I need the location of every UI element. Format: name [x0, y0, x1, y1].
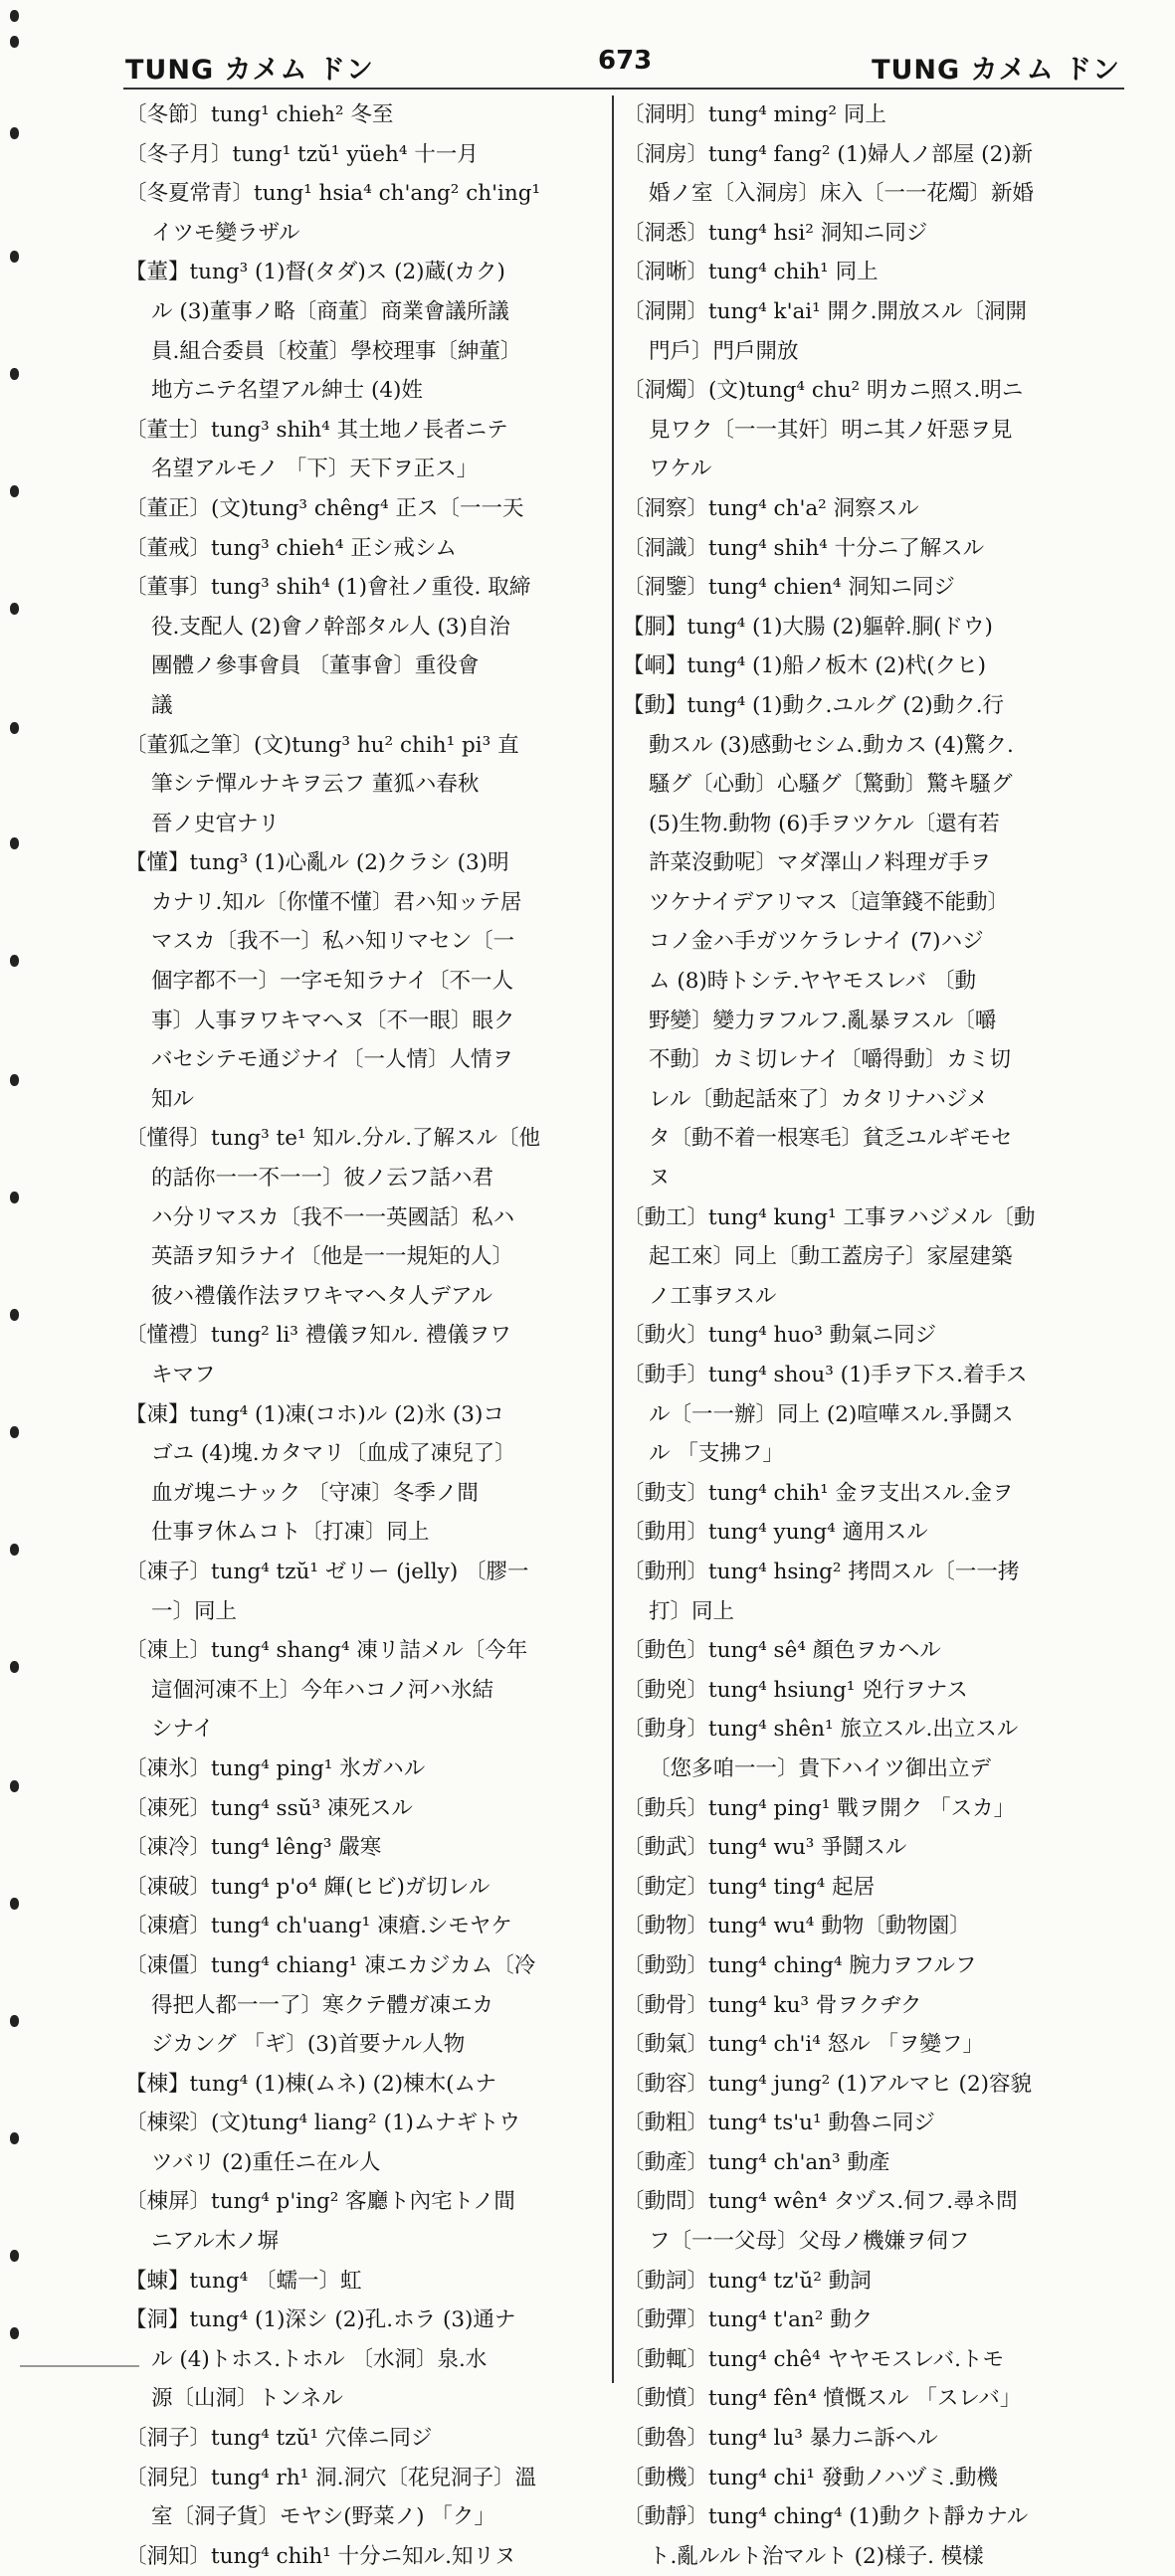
- entry-line: 【董】tung³ (1)督(タダ)ス (2)蔵(カク): [125, 260, 505, 285]
- entry-line: 〔冬子月〕tung¹ tzŭ¹ yüeh⁴ 十一月: [125, 141, 479, 167]
- dictionary-compound-entry: [623, 489, 1118, 529]
- entry-line: 〔動工〕tung⁴ kung¹ 工事ヲハジメル〔動: [623, 1204, 1036, 1230]
- dictionary-headword-entry: [125, 253, 611, 410]
- dictionary-compound-entry: [125, 2182, 611, 2261]
- dictionary-compound-entry: [623, 292, 1118, 371]
- dictionary-compound-entry: [623, 1631, 1118, 1671]
- dictionary-compound-entry: [125, 2537, 611, 2576]
- right-column: [623, 95, 1118, 2576]
- dictionary-compound-entry: [623, 2300, 1118, 2340]
- dictionary-headword-entry: [125, 843, 611, 1119]
- dictionary-compound-entry: [623, 2143, 1118, 2183]
- entry-line: 〔動身〕tung⁴ shên¹ 旅立スル.出立スル: [623, 1717, 1019, 1743]
- dictionary-compound-entry: [125, 411, 611, 489]
- entry-line: ル〔一一辦〕同上 (2)喧嘩スル.爭鬪ス: [649, 1401, 1014, 1427]
- entry-line: 【棟】tung⁴ (1)棟(ムネ) (2)棟木(ムナ: [125, 2071, 497, 2097]
- entry-line: 〔冬夏常青〕tung¹ hsia⁴ ch'ang² ch'ing¹: [125, 181, 541, 207]
- entry-line: 〔動色〕tung⁴ sê⁴ 顏色ヲカヘル: [623, 1638, 941, 1664]
- entry-line: 〔動勁〕tung⁴ ching⁴ 腕力ヲフルフ: [623, 1952, 977, 1978]
- binding-dot: [10, 1074, 19, 1086]
- entry-line: 〔動火〕tung⁴ huo³ 動氣ニ同ジ: [623, 1323, 937, 1349]
- dictionary-headword-entry: [623, 608, 1118, 647]
- dictionary-headword-entry: [125, 2065, 611, 2105]
- binding-dot: [10, 1544, 19, 1556]
- entry-line: コノ金ハ手ガツケラレナイ (7)ハジ: [649, 929, 984, 955]
- binding-dot: [10, 10, 19, 22]
- entry-line: 【胴】tung⁴ (1)大腸 (2)軀幹.胴(ドウ): [623, 614, 993, 640]
- entry-line: ゴユ (4)塊.カタマリ〔血成了凍兒了〕: [151, 1441, 516, 1467]
- binding-dot: [10, 1192, 19, 1203]
- entry-line: 〔動問〕tung⁴ wên⁴ タヅス.伺フ.尋ネ問: [623, 2189, 1018, 2215]
- binding-dot: [10, 1661, 19, 1673]
- entry-line: 名望アルモノ 「下〕天下ヲ正ス」: [151, 457, 479, 482]
- dictionary-compound-entry: [623, 2340, 1118, 2380]
- entry-line: 〔動支〕tung⁴ chih¹ 金ヲ支出スル.金ヲ: [623, 1480, 1014, 1506]
- dictionary-compound-entry: [125, 2459, 611, 2537]
- binding-dot: [10, 837, 19, 849]
- entry-line: 打〕同上: [649, 1598, 735, 1624]
- entry-line: 〔動機〕tung⁴ chi¹ 發動ノハヅミ.動機: [623, 2465, 998, 2490]
- dictionary-compound-entry: [623, 2065, 1118, 2105]
- dictionary-compound-entry: [623, 1513, 1118, 1553]
- dictionary-compound-entry: [623, 1671, 1118, 1711]
- binding-dot: [10, 251, 19, 263]
- binding-dot: [10, 1898, 19, 1910]
- dictionary-compound-entry: [623, 2104, 1118, 2143]
- dictionary-compound-entry: [125, 135, 611, 175]
- entry-line: 〔動憤〕tung⁴ fên⁴ 憤慨スル 「スレバ」: [623, 2386, 1022, 2412]
- entry-line: 役.支配人 (2)會ノ幹部タル人 (3)自治: [151, 614, 510, 640]
- dictionary-compound-entry: [125, 1749, 611, 1789]
- binding-dot: [10, 368, 19, 380]
- dictionary-compound-entry: [125, 568, 611, 725]
- entry-line: 見ワク〔一一其奸〕明ニ其ノ奸惡ヲ見: [649, 417, 1013, 443]
- dictionary-compound-entry: [623, 214, 1118, 254]
- binding-dot: [10, 603, 19, 615]
- entry-line: 〔您多咱一一〕貴下ハイツ御出立デ: [649, 1755, 992, 1781]
- entry-line: 團體ノ參事會員 〔董事會〕重役會: [151, 653, 480, 679]
- dictionary-compound-entry: [125, 1119, 611, 1316]
- dictionary-compound-entry: [623, 1710, 1118, 1788]
- entry-line: マスカ〔我不一〕私ハ知リマセン〔一: [151, 929, 515, 955]
- entry-line: 〔洞悉〕tung⁴ hsi² 洞知ニ同ジ: [623, 220, 928, 246]
- entry-line: フ〔一一父母〕父母ノ機嫌ヲ伺フ: [649, 2229, 970, 2255]
- entry-line: 〔洞察〕tung⁴ ch'a² 洞察スル: [623, 495, 919, 521]
- binding-dot: [10, 2015, 19, 2027]
- dictionary-headword-entry: [623, 686, 1118, 1198]
- entry-line: 〔動定〕tung⁴ ting⁴ 起居: [623, 1874, 876, 1900]
- dictionary-compound-entry: [125, 1316, 611, 1394]
- entry-line: 事〕人事ヲワキマヘヌ〔不一眼〕眼ク: [151, 1008, 515, 1033]
- entry-line: 〔洞晰〕tung⁴ chih¹ 同上: [623, 260, 879, 285]
- entry-line: シナイ: [151, 1717, 214, 1743]
- dictionary-compound-entry: [623, 1198, 1118, 1317]
- entry-line: 〔洞燭〕(文)tung⁴ chu² 明カニ照ス.明ニ: [623, 378, 1024, 404]
- dictionary-compound-entry: [125, 1946, 611, 2065]
- dictionary-headword-entry: [125, 1395, 611, 1553]
- entry-line: 動スル (3)感動セシム.動カス (4)驚ク.: [649, 732, 1014, 758]
- entry-line: 〔動武〕tung⁴ wu³ 爭鬪スル: [623, 1835, 907, 1861]
- entry-line: 【懂】tung³ (1)心亂ル (2)クラシ (3)明: [125, 850, 509, 876]
- entry-line: 〔動輒〕tung⁴ chê⁴ ヤヤモスレバ.トモ: [623, 2346, 1004, 2372]
- entry-line: 【蝀】tung⁴ 〔蠕一〕虹: [125, 2268, 362, 2294]
- entry-line: 〔洞識〕tung⁴ shih⁴ 十分ニ了解スル: [623, 535, 985, 561]
- entry-line: 一〕同上: [151, 1598, 238, 1624]
- entry-line: 野變〕變力ヲフルフ.亂暴ヲスル〔嚼: [649, 1008, 997, 1033]
- dictionary-compound-entry: [125, 95, 611, 135]
- dictionary-headword-entry: [623, 646, 1118, 686]
- entry-line: 〔洞子〕tung⁴ tzŭ¹ 穴倖ニ同ジ: [125, 2426, 433, 2452]
- dictionary-compound-entry: [623, 1828, 1118, 1868]
- entry-line: 室〔洞子貨〕モヤシ(野菜ノ) 「ク」: [151, 2504, 495, 2530]
- entry-line: ル (3)董事ノ略〔商董〕商業會議所議: [151, 298, 509, 324]
- entry-line: 〔動兵〕tung⁴ ping¹ 戰ヲ開ク 「スカ」: [623, 1795, 1016, 1821]
- dictionary-compound-entry: [623, 1868, 1118, 1908]
- dictionary-compound-entry: [125, 1828, 611, 1868]
- entry-line: 〔動手〕tung⁴ shou³ (1)手ヲ下ス.着手ス: [623, 1363, 1028, 1387]
- binding-dot: [10, 485, 19, 497]
- entry-line: 婚ノ室〔入洞房〕床入〔一一花燭〕新婚: [649, 181, 1035, 207]
- entry-line: タ〔動不着一根寒毛〕貧乏ユルギモセ: [649, 1126, 1013, 1152]
- entry-line: 〔棟屏〕tung⁴ p'ing² 客廳ト內宅トノ間: [125, 2189, 515, 2215]
- entry-line: 不動〕カミ切レナイ〔嚼得動〕カミ切: [649, 1047, 1011, 1073]
- column-divider: [612, 95, 614, 2383]
- entry-line: 知ル: [151, 1086, 195, 1112]
- entry-line: 〔洞兒〕tung⁴ rh¹ 洞.洞穴〔花兒洞子〕溫: [125, 2465, 536, 2490]
- dictionary-compound-entry: [623, 2025, 1118, 2065]
- entry-line: 〔動產〕tung⁴ ch'an³ 動產: [623, 2149, 890, 2175]
- dictionary-compound-entry: [623, 2497, 1118, 2576]
- dictionary-compound-entry: [623, 2262, 1118, 2301]
- dictionary-compound-entry: [125, 1789, 611, 1829]
- entry-line: 〔懂禮〕tung² li³ 禮儀ヲ知ル. 禮儀ヲワ: [125, 1323, 511, 1349]
- entry-line: ワケル: [649, 457, 712, 482]
- dictionary-compound-entry: [623, 1474, 1118, 1514]
- entry-line: 〔動兇〕tung⁴ hsiung¹ 兇行ヲナス: [623, 1677, 968, 1703]
- dictionary-compound-entry: [623, 371, 1118, 489]
- entry-line: ル 「支拂フ」: [649, 1441, 784, 1467]
- page-header: [125, 42, 1120, 88]
- entry-line: 這個河凍不上〕今年ハコノ河ハ氷結: [151, 1677, 494, 1703]
- dictionary-compound-entry: [623, 1356, 1118, 1474]
- entry-line: ノ工事ヲスル: [649, 1283, 777, 1309]
- entry-line: 〔董狐之筆〕(文)tung³ hu² chih¹ pi³ 直: [125, 732, 519, 758]
- dictionary-compound-entry: [623, 529, 1118, 569]
- entry-line: 〔動骨〕tung⁴ ku³ 骨ヲクヂク: [623, 1992, 922, 2018]
- binding-dot: [10, 1309, 19, 1321]
- entry-line: 〔冬節〕tung¹ chieh² 冬至: [125, 102, 394, 127]
- entry-line: 〔凍瘡〕tung⁴ ch'uang¹ 凍瘡.シモヤケ: [125, 1914, 512, 1939]
- dictionary-compound-entry: [623, 2459, 1118, 2498]
- entry-line: 源〔山洞〕トンネル: [151, 2386, 343, 2412]
- entry-line: 〔凍僵〕tung⁴ chiang¹ 凍エカジカム〔冷: [125, 1952, 536, 1978]
- entry-line: ツバリ (2)重任ニ在ル人: [151, 2149, 381, 2175]
- dictionary-compound-entry: [125, 2104, 611, 2182]
- entry-line: 〔動氣〕tung⁴ ch'i⁴ 怒ル 「ヲ變フ」: [623, 2032, 985, 2058]
- entry-line: 〔洞房〕tung⁴ fang² (1)婦人ノ部屋 (2)新: [623, 141, 1034, 167]
- entry-line: 〔凍冷〕tung⁴ lêng³ 嚴寒: [125, 1835, 382, 1861]
- dictionary-compound-entry: [623, 2379, 1118, 2419]
- dictionary-compound-entry: [125, 489, 611, 529]
- dictionary-compound-entry: [125, 1868, 611, 1908]
- entry-line: 英語ヲ知ラナイ〔他是一一規矩的人〕: [151, 1244, 513, 1270]
- entry-line: 〔洞鑒〕tung⁴ chien⁴ 洞知ニ同ジ: [623, 575, 955, 601]
- binding-dot: [10, 722, 19, 734]
- entry-line: ニアル木ノ塀: [151, 2229, 280, 2255]
- dictionary-compound-entry: [623, 1907, 1118, 1946]
- entry-line: 〔動魯〕tung⁴ lu³ 暴力ニ訴ヘル: [623, 2426, 938, 2452]
- entry-line: 〔洞明〕tung⁴ ming² 同上: [623, 102, 886, 127]
- binding-dot: [10, 1780, 19, 1792]
- dictionary-compound-entry: [125, 174, 611, 253]
- dictionary-compound-entry: [623, 253, 1118, 292]
- entry-line: 〔凍氷〕tung⁴ ping¹ 氷ガハル: [125, 1755, 426, 1781]
- dictionary-headword-entry: [125, 2262, 611, 2301]
- dictionary-compound-entry: [623, 1789, 1118, 1829]
- dictionary-compound-entry: [623, 95, 1118, 135]
- entry-line: ト.亂ルルト治マルト (2)様子. 模樣: [649, 2543, 984, 2569]
- entry-line: 〔動靜〕tung⁴ ching⁴ (1)動クト靜カナル: [623, 2504, 1029, 2530]
- dictionary-compound-entry: [125, 2419, 611, 2459]
- binding-dot: [10, 2132, 19, 2144]
- entry-line: 〔動彈〕tung⁴ t'an² 動ク: [623, 2307, 874, 2333]
- entry-line: ヌ: [649, 1166, 671, 1192]
- entry-line: 筆シテ憚ルナキヲ云フ 董狐ハ春秋: [151, 772, 480, 798]
- binding-hole-marks: [0, 0, 40, 2396]
- dictionary-compound-entry: [623, 2419, 1118, 2459]
- dictionary-compound-entry: [623, 1316, 1118, 1356]
- entry-line: 〔董正〕(文)tung³ chêng⁴ 正ス〔一一天: [125, 495, 524, 521]
- entry-line: 【動】tung⁴ (1)動ク.ユルグ (2)動ク.行: [623, 692, 1005, 718]
- entry-line: (5)生物.動物 (6)手ヲツケル〔還有若: [649, 811, 1000, 836]
- entry-line: 〔棟梁〕(文)tung⁴ liang² (1)ムナギトウ: [125, 2111, 520, 2136]
- binding-dot: [10, 36, 19, 48]
- entry-line: ハ分リマスカ〔我不一一英國話〕私ハ: [151, 1204, 515, 1230]
- entry-line: カナリ.知ル〔你懂不懂〕君ハ知ッテ居: [151, 889, 522, 915]
- binding-dot: [10, 2327, 19, 2339]
- entry-line: 員.組合委員〔校董〕學校理事〔紳董〕: [151, 338, 522, 364]
- dictionary-compound-entry: [623, 1553, 1118, 1631]
- entry-line: 【洞】tung⁴ (1)深シ (2)孔.ホラ (3)通ナ: [125, 2307, 516, 2333]
- entry-line: ツケナイデアリマス〔這筆錢不能動〕: [649, 889, 1010, 915]
- entry-line: バセシテモ通ジナイ〔一人情〕人情ヲ: [151, 1047, 513, 1073]
- header-rule: [123, 88, 1124, 90]
- dictionary-headword-entry: [125, 2300, 611, 2419]
- binding-dot: [10, 2250, 19, 2262]
- entry-line: 〔動粗〕tung⁴ ts'u¹ 動魯ニ同ジ: [623, 2111, 935, 2136]
- entry-line: 彼ハ禮儀作法ヲワキマヘタ人デアル: [151, 1283, 493, 1309]
- dictionary-compound-entry: [125, 1631, 611, 1749]
- entry-line: 的話你一一不一一〕彼ノ云フ話ハ君: [151, 1166, 494, 1192]
- entry-line: 〔凍破〕tung⁴ p'o⁴ 皹(ヒビ)ガ切レル: [125, 1874, 490, 1900]
- running-head-right: TUNG カメム ドン: [872, 55, 1120, 86]
- entry-line: 〔董事〕tung³ shih⁴ (1)會社ノ重役. 取締: [125, 575, 531, 601]
- dictionary-compound-entry: [623, 1946, 1118, 1986]
- scan-edge-mark: [20, 2365, 139, 2367]
- entry-line: 【凍】tung⁴ (1)凍(コホ)ル (2)氷 (3)コ: [125, 1401, 504, 1427]
- dictionary-compound-entry: [623, 2182, 1118, 2261]
- entry-line: ム (8)時トシテ.ヤヤモスレバ 〔動: [649, 969, 976, 995]
- entry-line: 得把人都一一了〕寒クテ體ガ凍エカ: [151, 1992, 494, 2018]
- entry-line: 血ガ塊ニナック 〔守凍〕冬季ノ間: [151, 1480, 479, 1506]
- entry-line: 議: [151, 692, 173, 718]
- entry-line: ル (4)トホス.トホル 〔水洞〕泉.水: [151, 2346, 488, 2372]
- running-head-left: TUNG カメム ドン: [125, 55, 374, 86]
- left-column: [125, 95, 611, 2576]
- entry-line: 門戶〕門戶開放: [649, 338, 799, 364]
- dictionary-compound-entry: [125, 1907, 611, 1946]
- entry-line: 許菜沒動呢〕マダ澤山ノ料理ガ手ヲ: [649, 850, 992, 876]
- dictionary-compound-entry: [125, 1553, 611, 1631]
- entry-line: 〔動容〕tung⁴ jung² (1)アルマヒ (2)容貌: [623, 2071, 1033, 2097]
- dictionary-compound-entry: [623, 568, 1118, 608]
- entry-line: レル〔動起話來了〕カタリナハジメ: [649, 1086, 989, 1112]
- entry-line: ジカング 「ギ〕(3)首要ナル人物: [151, 2032, 466, 2058]
- entry-line: キマフ: [151, 1363, 216, 1387]
- entry-line: 晉ノ史官ナリ: [151, 811, 281, 836]
- entry-line: イツモ變ラザル: [151, 220, 300, 246]
- entry-line: 〔凍死〕tung⁴ ssŭ³ 凍死スル: [125, 1795, 413, 1821]
- entry-line: 〔動詞〕tung⁴ tz'ŭ² 動詞: [623, 2268, 872, 2294]
- dictionary-compound-entry: [125, 529, 611, 569]
- entry-line: 〔動刑〕tung⁴ hsing² 拷問スル〔一一拷: [623, 1559, 1020, 1584]
- entry-line: 個字都不一〕一字モ知ラナイ〔不一人: [151, 969, 513, 995]
- entry-line: 〔董戒〕tung³ chieh⁴ 正シ戒シム: [125, 535, 457, 561]
- binding-dot: [10, 955, 19, 967]
- dictionary-compound-entry: [125, 726, 611, 844]
- entry-line: 騷グ〔心動〕心騷グ〔驚動〕驚キ騷グ: [649, 772, 1013, 798]
- entry-line: 〔凍上〕tung⁴ shang⁴ 凍リ詰メル〔今年: [125, 1638, 528, 1664]
- entry-line: 〔洞開〕tung⁴ k'ai¹ 開ク.開放スル〔洞開: [623, 298, 1027, 324]
- binding-dot: [10, 1426, 19, 1438]
- entry-line: 地方ニテ名望アル紳士 (4)姓: [151, 378, 423, 404]
- page-number: 673: [598, 46, 653, 76]
- dictionary-compound-entry: [623, 1986, 1118, 2026]
- dictionary-compound-entry: [623, 135, 1118, 214]
- entry-line: 〔動物〕tung⁴ wu⁴ 動物〔動物園〕: [623, 1914, 971, 1939]
- entry-line: 起工來〕同上〔動工蓋房子〕家屋建築: [649, 1244, 1013, 1270]
- entry-line: 〔懂得〕tung³ te¹ 知ル.分ル.了解スル〔他: [125, 1126, 541, 1152]
- entry-line: 仕事ヲ休ムコト〔打凍〕同上: [151, 1520, 430, 1546]
- entry-line: 〔洞知〕tung⁴ chih¹ 十分ニ知ル.知リヌ: [125, 2543, 516, 2569]
- entry-line: 【峒】tung⁴ (1)船ノ板木 (2)杙(クヒ): [623, 653, 987, 679]
- binding-dot: [10, 127, 19, 139]
- entry-line: 〔董士〕tung³ shih⁴ 其土地ノ長者ニテ: [125, 417, 508, 443]
- entry-line: 〔動用〕tung⁴ yung⁴ 適用スル: [623, 1520, 928, 1546]
- entry-line: 〔凍子〕tung⁴ tzŭ¹ ゼリー (jelly) 〔膠一: [125, 1559, 529, 1584]
